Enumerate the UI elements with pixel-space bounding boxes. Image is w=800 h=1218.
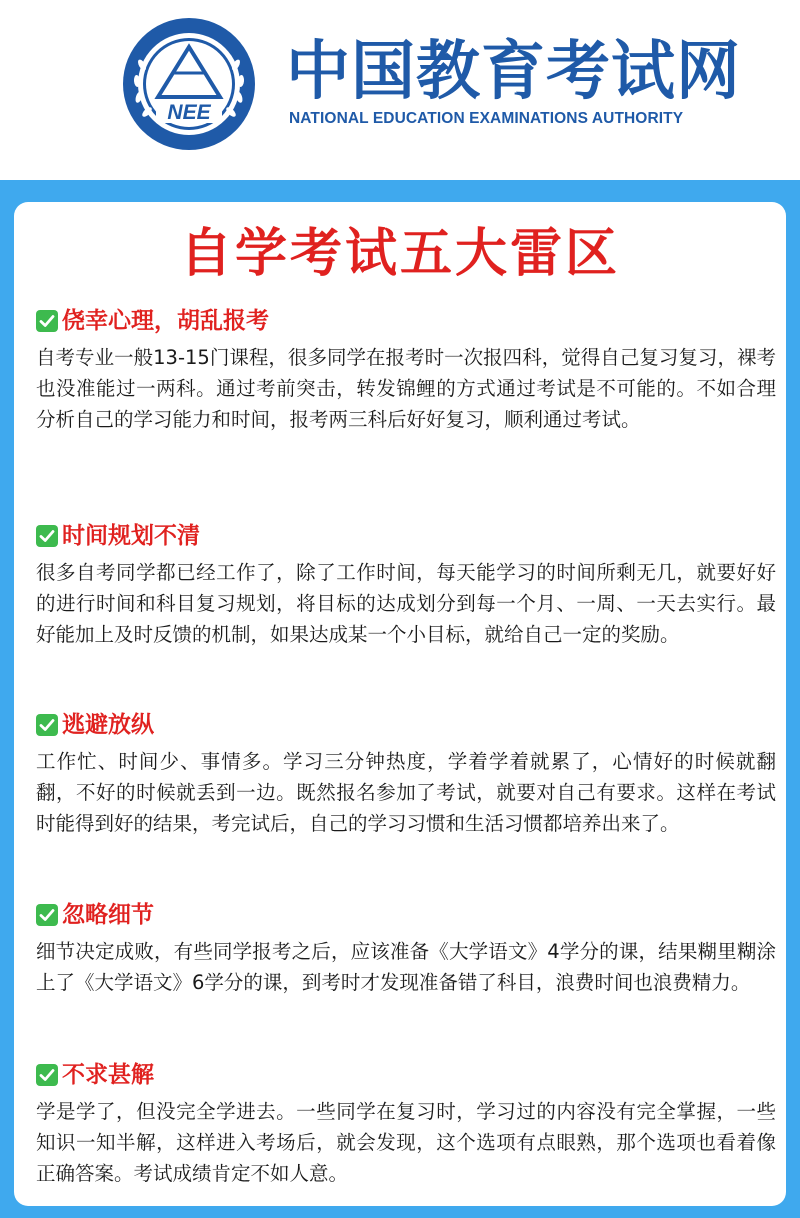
check-mark-icon [36, 310, 58, 332]
section-title: 时间规划不清 [62, 523, 200, 549]
content-card [14, 202, 786, 1206]
section-title: 侥幸心理，胡乱报考 [62, 308, 269, 334]
logo-monogram: NEE [167, 101, 211, 124]
page-title: 自学考试五大雷区 [179, 224, 620, 284]
nee-seal-icon [122, 17, 256, 151]
section-3 [36, 710, 776, 839]
section-body: 细节决定成败，有些同学报考之后，应该准备《大学语文》4学分的课，结果糊里糊涂上了《大学语文》6学分的课，到考时才发现准备错了科目，浪费时间也浪费精力。 [36, 940, 776, 994]
site-name-cn: 中国教育考试网 [286, 35, 741, 109]
check-mark-icon [36, 714, 58, 736]
section-title: 忽略细节 [62, 902, 154, 928]
section-body: 自考专业一般13-15门课程，很多同学在报考时一次报四科，觉得自己复习复习，裸考也没准能过一两科。通过考前突击，转发锦鲤的方式通过考试是不可能的。不如合理分析自己的学习能力和时间，报考两三科后好好复习，顺利通过考试。 [36, 346, 776, 431]
section-header [36, 900, 776, 930]
section-body: 工作忙、时间少、事情多。学习三分钟热度，学着学着就累了，心情好的时候就翻翻，不好的时候就丢到一边。既然报名参加了考试，就要对自己有要求。这样在考试时能得到好的结果，考完试后，自己的学习习惯和生活习惯都培养出来了。 [36, 750, 776, 835]
section-title: 不求甚解 [62, 1062, 154, 1088]
section-5 [36, 1060, 776, 1189]
section-body: 很多自考同学都已经工作了，除了工作时间，每天能学习的时间所剩无几，就要好好的进行时间和科目复习规划，将目标的达成划分到每一个月、一周、一天去实行。最好能加上及时反馈的机制，如果达成某一个小目标，就给自己一定的奖励。 [36, 561, 776, 646]
section-2 [36, 521, 776, 650]
section-header [36, 306, 776, 336]
section-4 [36, 900, 776, 998]
section-header [36, 521, 776, 551]
section-header [36, 710, 776, 740]
section-title: 逃避放纵 [62, 712, 154, 738]
header [0, 0, 800, 180]
section-header [36, 1060, 776, 1090]
section-1 [36, 306, 776, 435]
site-name-en: NATIONAL EDUCATION EXAMINATIONS AUTHORITY [289, 110, 684, 127]
check-mark-icon [36, 904, 58, 926]
section-body: 学是学了，但没完全学进去。一些同学在复习时，学习过的内容没有完全掌握，一些知识一知半解，这样进入考场后，就会发现，这个选项有点眼熟，那个选项也看着像正确答案。考试成绩肯定不如人意。 [36, 1100, 776, 1185]
check-mark-icon [36, 525, 58, 547]
check-mark-icon [36, 1064, 58, 1086]
